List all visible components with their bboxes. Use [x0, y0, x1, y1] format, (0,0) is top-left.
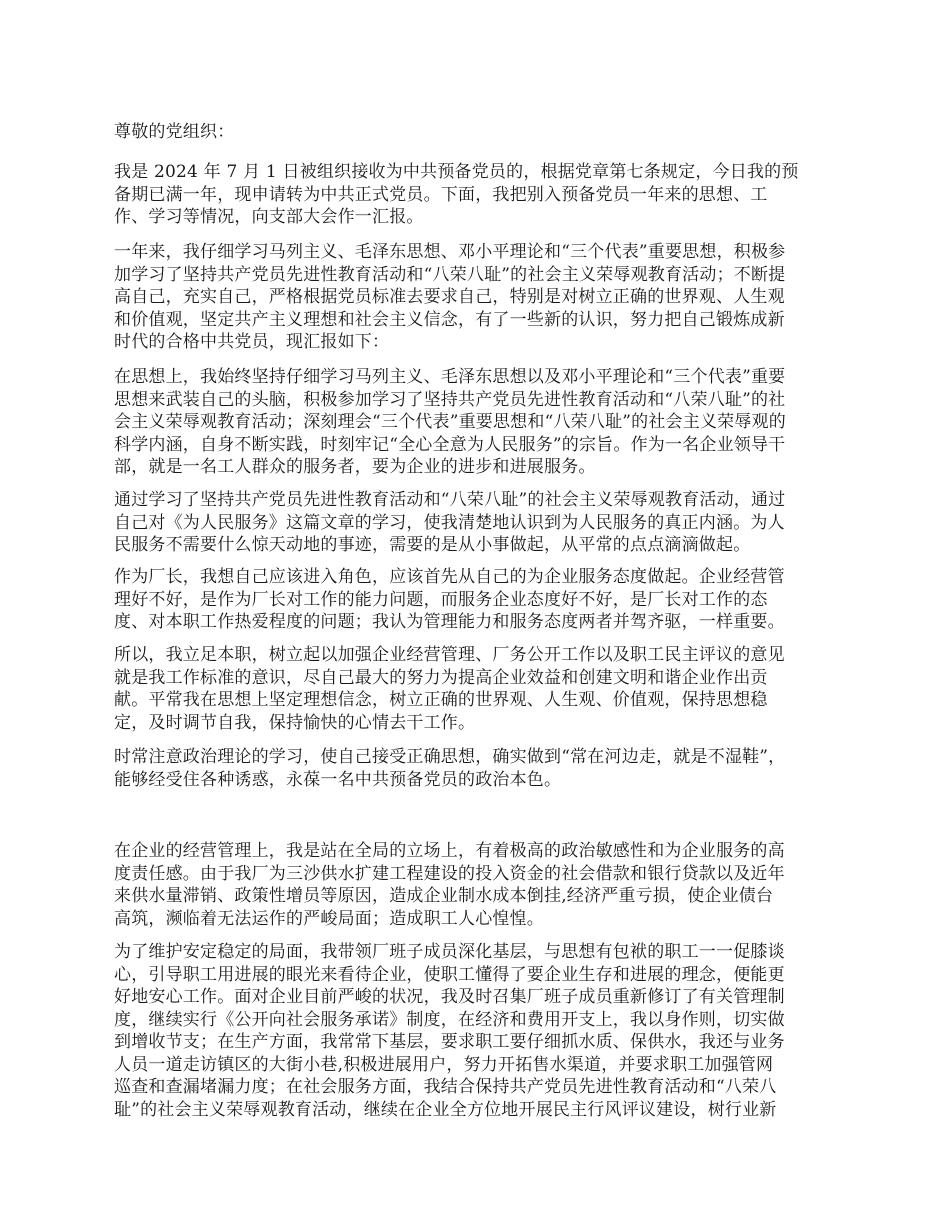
- text-line: 我是 2024 年 7 月 1 日被组织接收为中共预备党员的，根据党章第七条规定，今日我的预: [114, 162, 799, 182]
- text-line: 加学习了坚持共产党员先进性教育活动和“八荣八耻”的社会主义荣辱观教育活动；不断提: [114, 264, 786, 285]
- text-line: 度责任感。由于我厂为三沙供水扩建工程建设的投入资金的社会借款和银行贷款以及近年: [114, 863, 785, 884]
- text-line: 好地安心工作。面对企业目前严峻的状况，我及时召集厂班子成员重新修订了有关管理制: [114, 987, 785, 1007]
- text-line: 作为厂长，我想自己应该进入角色，应该首先从自己的为企业服务态度做起。企业经营管: [114, 567, 785, 587]
- text-line: 度、对本职工作热爱程度的问题；我认为管理能力和服务态度两者并驾齐驱，一样重要。: [114, 612, 785, 632]
- text-line: 高自己，充实自己，严格根据党员标准去要求自己，特别是对树立正确的世界观、人生观: [114, 287, 785, 307]
- text-line: 心，引导职工用进展的眼光来看待企业，使职工懂得了要企业生存和进展的理念，便能更: [114, 964, 785, 985]
- text-line: 和价值观，坚定共产主义理想和社会主义信念，有了一些新的认识，努力把自己锻炼成新: [114, 309, 785, 330]
- text-line: 能够经受住各种诱惑，永葆一名中共预备党员的政治本色。: [114, 769, 562, 790]
- text-line: 科学内涵，自身不断实践，时刻牢记“全心全意为人民服务”的宗旨。作为一名企业领导干: [114, 434, 786, 455]
- text-line: 来供水量滞销、政策性增员等原因，造成企业制水成本倒挂,经济严重亏损，使企业债台: [114, 886, 774, 906]
- text-line: 通过学习了坚持共产党员先进性教育活动和“八荣八耻”的社会主义荣辱观教育活动，通过: [114, 490, 786, 510]
- text-line: 理好不好，是作为厂长对工作的能力问题，而服务企业态度好不好，是厂长对工作的态: [114, 589, 768, 610]
- text-line: 度，继续实行《公开向社会服务承诺》制度，在经济和费用开支上，我以身作则，切实做: [114, 1009, 785, 1030]
- text-line: 献。平常我在思想上坚定理想信念，树立正确的世界观、人生观、价值观，保持思想稳: [114, 690, 768, 710]
- text-line: 一年来，我仔细学习马列主义、毛泽东思想、邓小平理论和“三个代表”重要思想，积极参: [114, 242, 786, 262]
- salutation: 尊敬的党组织：: [114, 122, 235, 142]
- text-line: 在思想上，我始终坚持仔细学习马列主义、毛泽东思想以及邓小平理论和“三个代表”重要: [114, 367, 786, 387]
- paragraph-6: [114, 644, 840, 734]
- text-line: 作、学习等情况，向支部大会作一汇报。: [114, 207, 424, 227]
- text-line: 在企业的经营管理上，我是站在全局的立场上，有着极高的政治敏感性和为企业服务的高: [114, 841, 785, 861]
- text-line: 思想来武装自己的头脑，积极参加学习了坚持共产党员先进性教育活动和“八荣八耻”的社: [114, 389, 786, 410]
- text-line: 民服务不需要什么惊天动地的事迹，需要的是从小事做起，从平常的点点滴滴做起。: [114, 535, 751, 555]
- text-line: 时常注意政治理论的学习，使自己接受正确思想，确实做到“常在河边走，就是不湿鞋”，: [114, 747, 786, 767]
- text-line: 就是我工作标准的意识，尽自己最大的努力为提高企业效益和创建文明和谐企业作出贡: [114, 667, 768, 688]
- paragraph-9: [114, 941, 840, 1121]
- text-line: 定，及时调节自我，保持愉快的心情去干工作。: [114, 712, 476, 733]
- text-line: 自己对《为人民服务》这篇文章的学习，使我清楚地认识到为人民服务的真正内涵。为人: [114, 512, 785, 533]
- text-line: 人员一道走访镇区的大街小巷,积极进展用户，努力开拓售水渠道，并要求职工加强管网: [114, 1054, 774, 1075]
- paragraph-8: [114, 840, 840, 930]
- text-line: 备期已满一年，现申请转为中共正式党员。下面，我把别入预备党员一年来的思想、工: [114, 184, 768, 205]
- paragraph-1: [114, 161, 840, 229]
- text-line: 部，就是一名工人群众的服务者，要为企业的进步和进展服务。: [114, 457, 596, 477]
- text-line: 时代的合格中共党员，现汇报如下：: [114, 332, 390, 352]
- paragraph-4: [114, 489, 840, 557]
- text-line: 高筑，濒临着无法运作的严峻局面；造成职工人心惶惶。: [114, 908, 544, 929]
- paragraph-2: [114, 241, 840, 354]
- paragraph-3: [114, 366, 840, 479]
- text-line: 为了维护安定稳定的局面，我带领厂班子成员深化基层，与思想有包袱的职工一一促膝谈: [114, 942, 785, 962]
- text-line: 到增收节支；在生产方面，我常常下基层，要求职工要仔细抓水质、保供水，我还与业务: [114, 1032, 785, 1052]
- text-line: 所以，我立足本职，树立起以加强企业经营管理、厂务公开工作以及职工民主评议的意见: [114, 645, 785, 665]
- text-line: 巡查和查漏堵漏力度；在社会服务方面，我结合保持共产党员先进性教育活动和“八荣八: [114, 1077, 777, 1097]
- text-line: 耻”的社会主义荣辱观教育活动，继续在企业全方位地开展民主行风评议建设，树行业新: [114, 1099, 777, 1120]
- paragraph-5: [114, 566, 840, 634]
- paragraph-7: [114, 746, 840, 791]
- text-line: 会主义荣辱观教育活动；深刻理会“三个代表”重要思想和“八荣八耻”的社会主义荣辱观的: [114, 412, 786, 432]
